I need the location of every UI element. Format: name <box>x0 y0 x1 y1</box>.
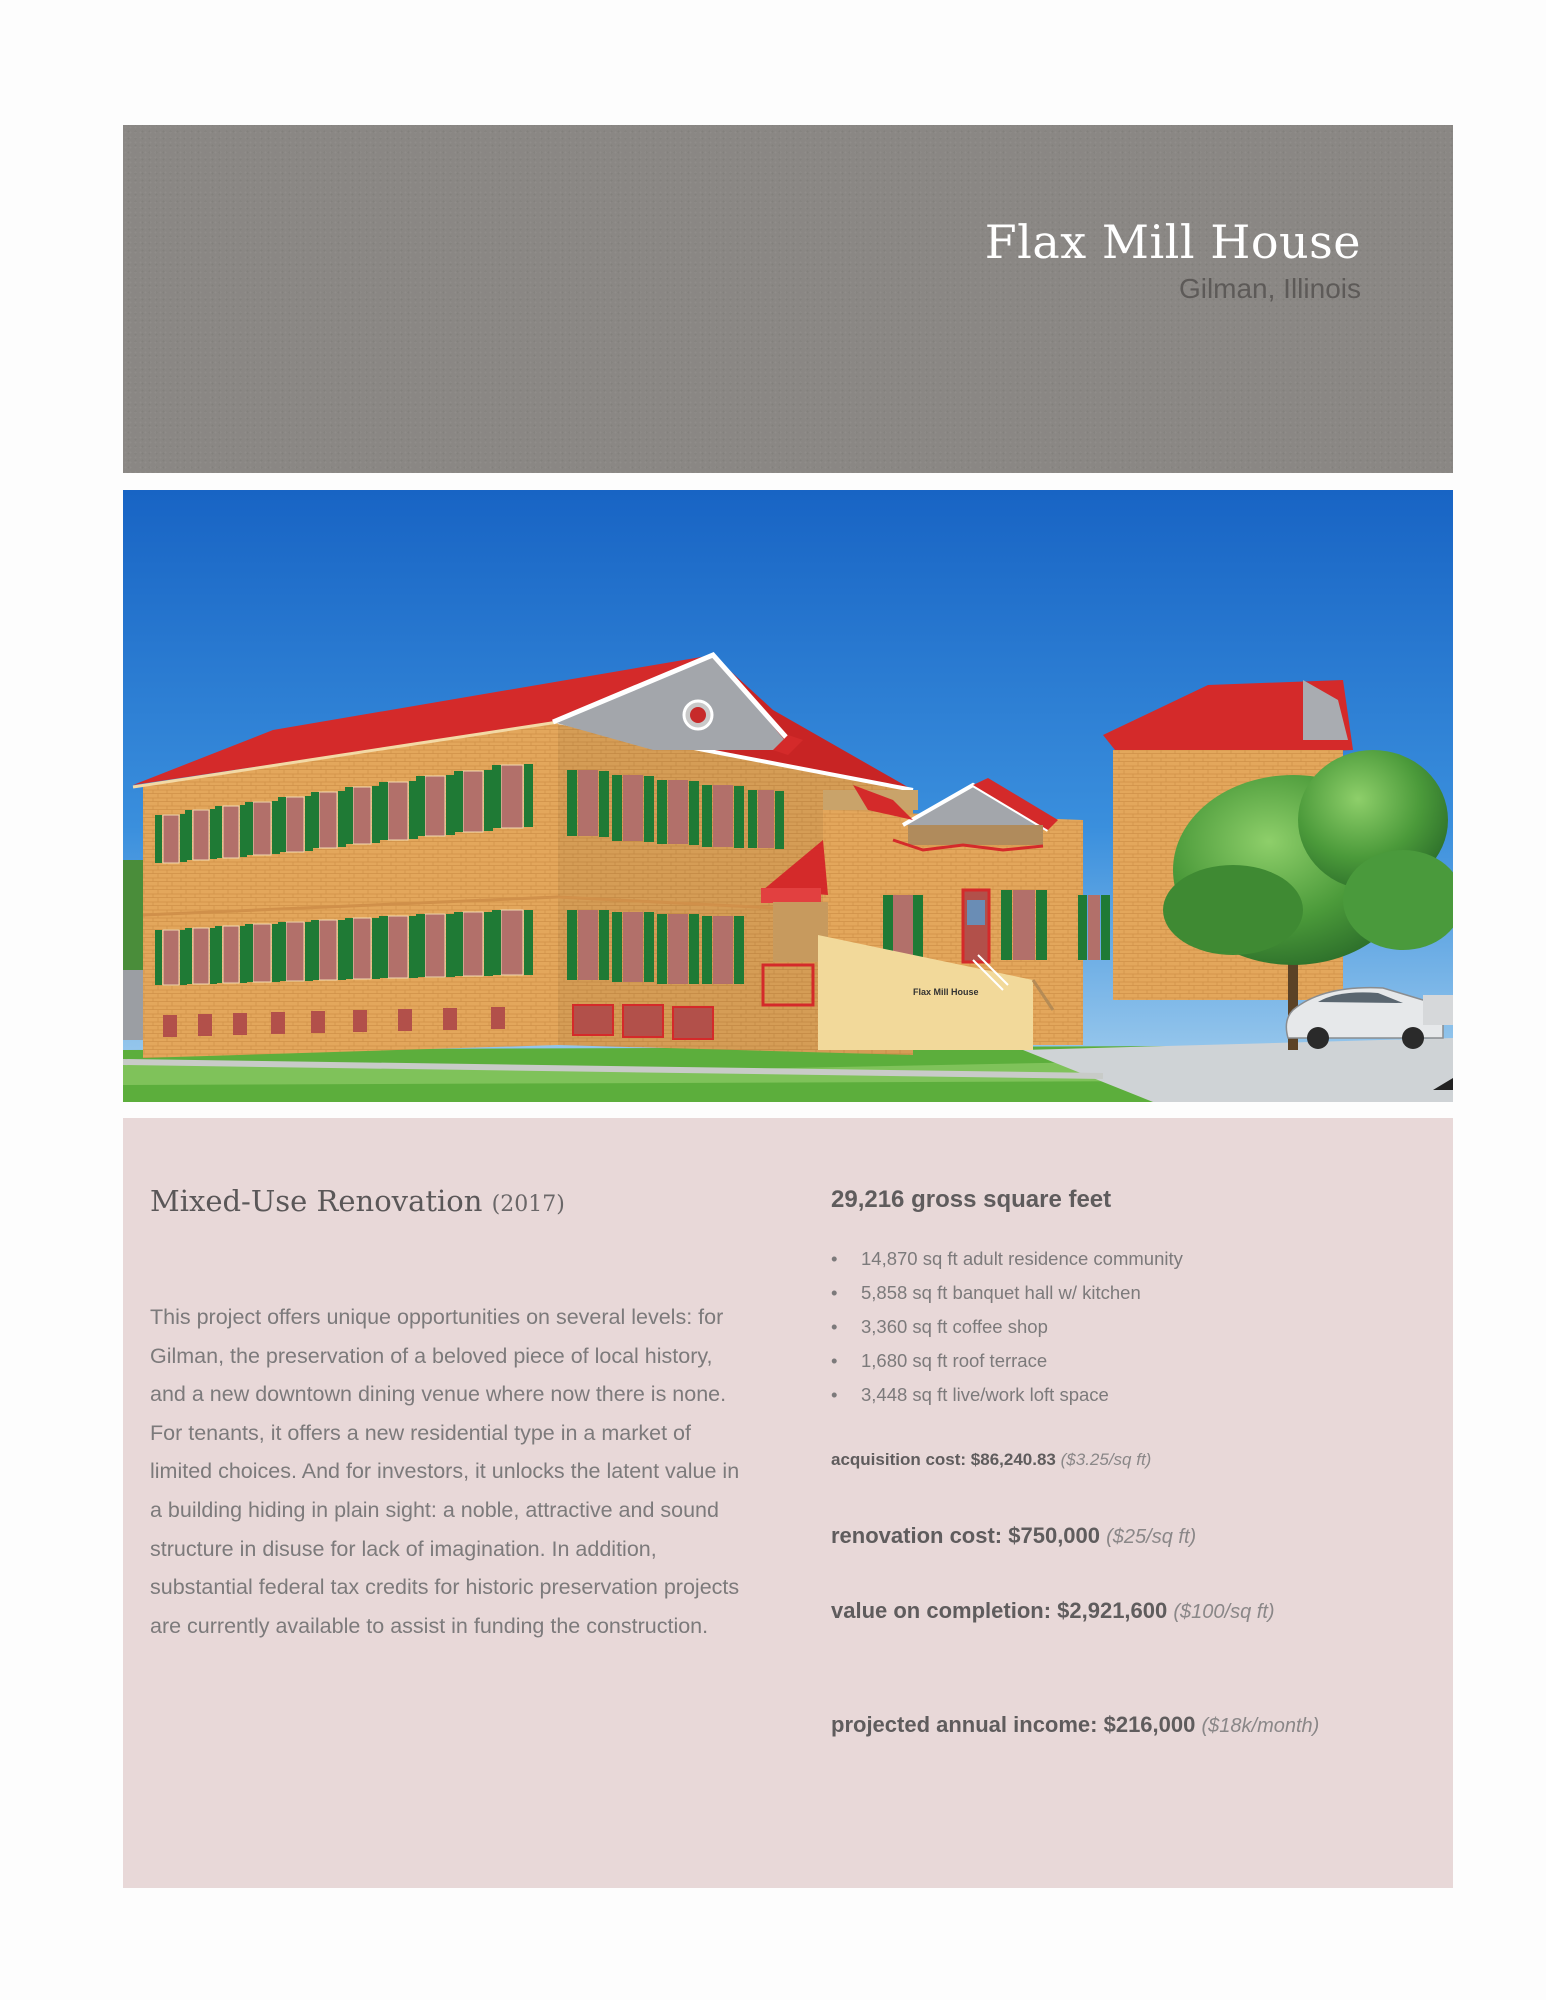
details-panel <box>123 1118 1453 1888</box>
bullet-icon: • <box>831 1384 838 1405</box>
project-description: This project offers unique opportunities on several levels: for Gilman, the preservation of a beloved piece of local history, and a new downtown dining venue where now there is none. For tenants, it offers a new residential type in a market of limited choices. And for investors, it unlocks the latent value in a building hiding in plain sight: a noble, attractive and sound structure in disuse for lack of imagination. In addition, substantial federal tax credits for historic preservation projects are currently available to assist in funding the construction. <box>150 1305 740 1638</box>
header-band <box>123 125 1453 473</box>
bullet-icon: • <box>831 1282 838 1303</box>
basement-windows-front <box>573 1005 713 1039</box>
building-sign-text: Flax Mill House <box>913 987 979 997</box>
acquisition-cost: acquisition cost: $86,240.83 ($3.25/sq ft) <box>831 1450 1152 1469</box>
page-title: Flax Mill House <box>984 215 1361 269</box>
page-subtitle: Gilman, Illinois <box>1178 273 1361 304</box>
value-on-completion: value on completion: $2,921,600 ($100/sq ft) <box>831 1598 1275 1623</box>
list-item: • 3,448 sq ft live/work loft space <box>831 1378 1183 1412</box>
renovation-cost: renovation cost: $750,000 ($25/sq ft) <box>831 1523 1197 1548</box>
building-rendering <box>123 490 1453 1102</box>
list-item: • 3,360 sq ft coffee shop <box>831 1310 1183 1344</box>
building-rendering-illustration <box>123 490 1453 1102</box>
bullet-icon: • <box>831 1316 838 1337</box>
projected-annual-income: projected annual income: $216,000 ($18k/month) <box>831 1712 1320 1737</box>
section-title-text: Mixed-Use Renovation <box>150 1184 483 1218</box>
specs-column <box>831 1118 1441 1888</box>
space-breakdown-list <box>831 1242 1183 1412</box>
section-title <box>150 1184 565 1218</box>
gross-square-feet: 29,216 gross square feet <box>831 1186 1112 1213</box>
bullet-icon: • <box>831 1350 838 1371</box>
list-item: • 5,858 sq ft banquet hall w/ kitchen <box>831 1276 1183 1310</box>
list-item: • 14,870 sq ft adult residence community <box>831 1242 1183 1276</box>
list-item: • 1,680 sq ft roof terrace <box>831 1344 1183 1378</box>
section-year: (2017) <box>491 1192 565 1217</box>
bullet-icon: • <box>831 1248 838 1269</box>
